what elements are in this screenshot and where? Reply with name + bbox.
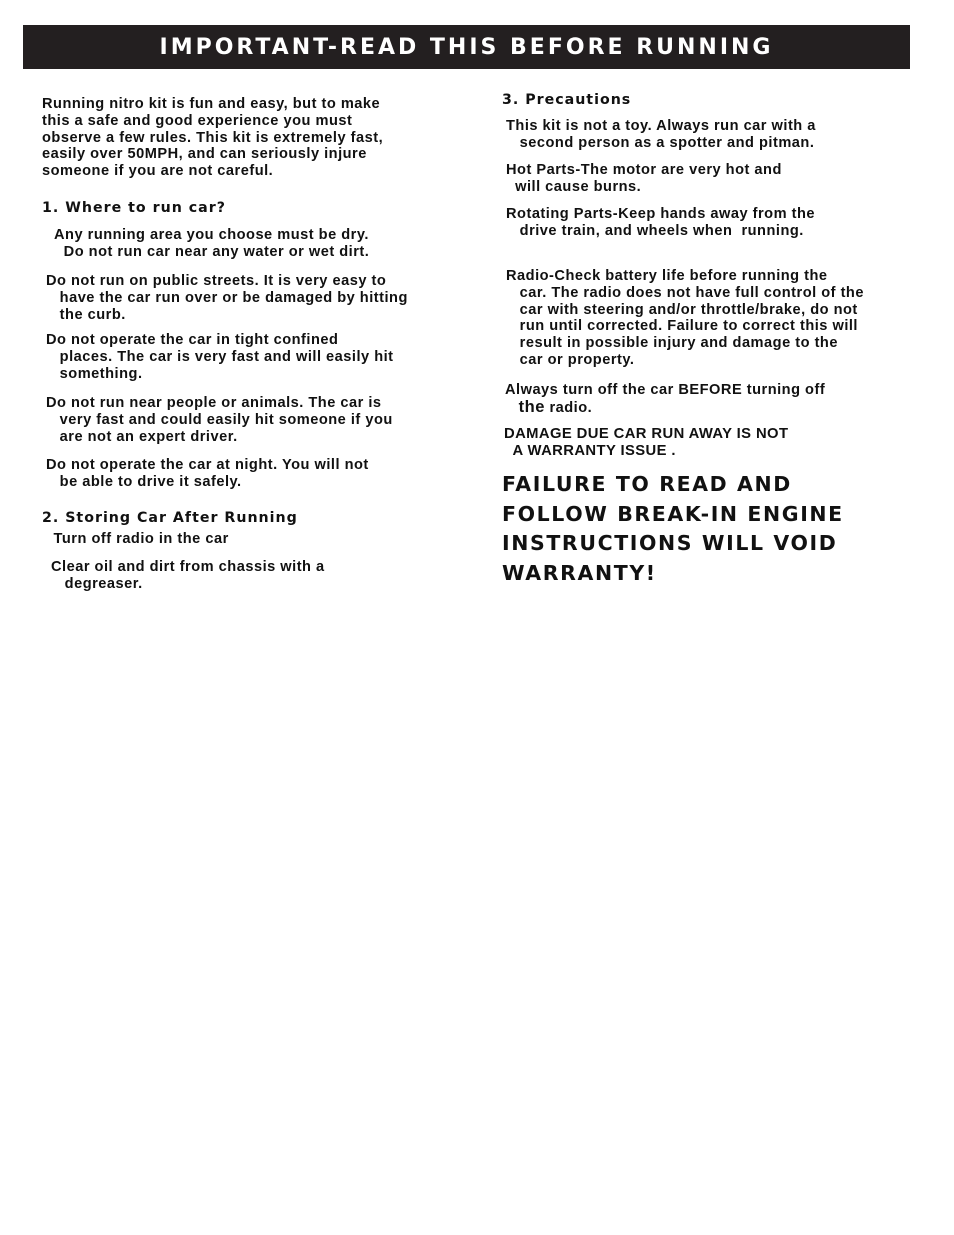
section-2-heading: 2. Storing Car After Running bbox=[42, 510, 298, 526]
turn-off-the: the bbox=[518, 397, 545, 416]
section-1-item: Any running area you choose must be dry. Do not run car near any water or wet dirt. bbox=[54, 227, 370, 260]
header-banner bbox=[23, 25, 910, 69]
section-3-item: This kit is not a toy. Always run car with a second person as a spotter and pitman. bbox=[506, 118, 816, 151]
section-3-item: Hot Parts-The motor are very hot and will cause burns. bbox=[506, 162, 782, 195]
intro-paragraph: Running nitro kit is fun and easy, but to make this a safe and good experience you must observe a few rules. This kit is extremely fast, easily over 50MPH, and can seriously injure someone if you are not careful. bbox=[42, 96, 384, 180]
section-3-item: Radio-Check battery life before running the car. The radio does not have full control of the car with steering and/or throttle/brake, do not run until corrected. Failure to correct this will result in possible injury and damage to the car or property. bbox=[506, 268, 864, 368]
section-1-heading: 1. Where to run car? bbox=[42, 200, 226, 216]
section-1-item: Do not run near people or animals. The car is very fast and could easily hit someone if you are not an expert driver. bbox=[46, 395, 393, 445]
section-2-item: Clear oil and dirt from chassis with a degreaser. bbox=[51, 559, 325, 592]
section-2-item: Turn off radio in the car bbox=[49, 531, 229, 547]
section-1-item: Do not run on public streets. It is very easy to have the car run over or be damaged by hitting the curb. bbox=[46, 273, 408, 323]
section-1-item: Do not operate the car in tight confined places. The car is very fast and will easily hit something. bbox=[46, 332, 394, 382]
warranty-warning: FAILURE TO READ AND FOLLOW BREAK-IN ENGINE INSTRUCTIONS WILL VOID WARRANTY! bbox=[502, 472, 844, 586]
turn-off-rest: radio. bbox=[544, 399, 593, 416]
section-1-item: Do not operate the car at night. You will not be able to drive it safely. bbox=[46, 457, 369, 490]
warranty-damage-note: DAMAGE DUE CAR RUN AWAY IS NOT A WARRANTY ISSUE . bbox=[504, 426, 789, 459]
section-3-item: Rotating Parts-Keep hands away from the drive train, and wheels when running. bbox=[506, 206, 815, 239]
turn-off-note bbox=[505, 382, 825, 417]
turn-off-line: Always turn off the car BEFORE turning off bbox=[505, 382, 826, 398]
page-title: IMPORTANT-READ THIS BEFORE RUNNING bbox=[159, 34, 774, 60]
section-3-heading: 3. Precautions bbox=[502, 92, 632, 108]
